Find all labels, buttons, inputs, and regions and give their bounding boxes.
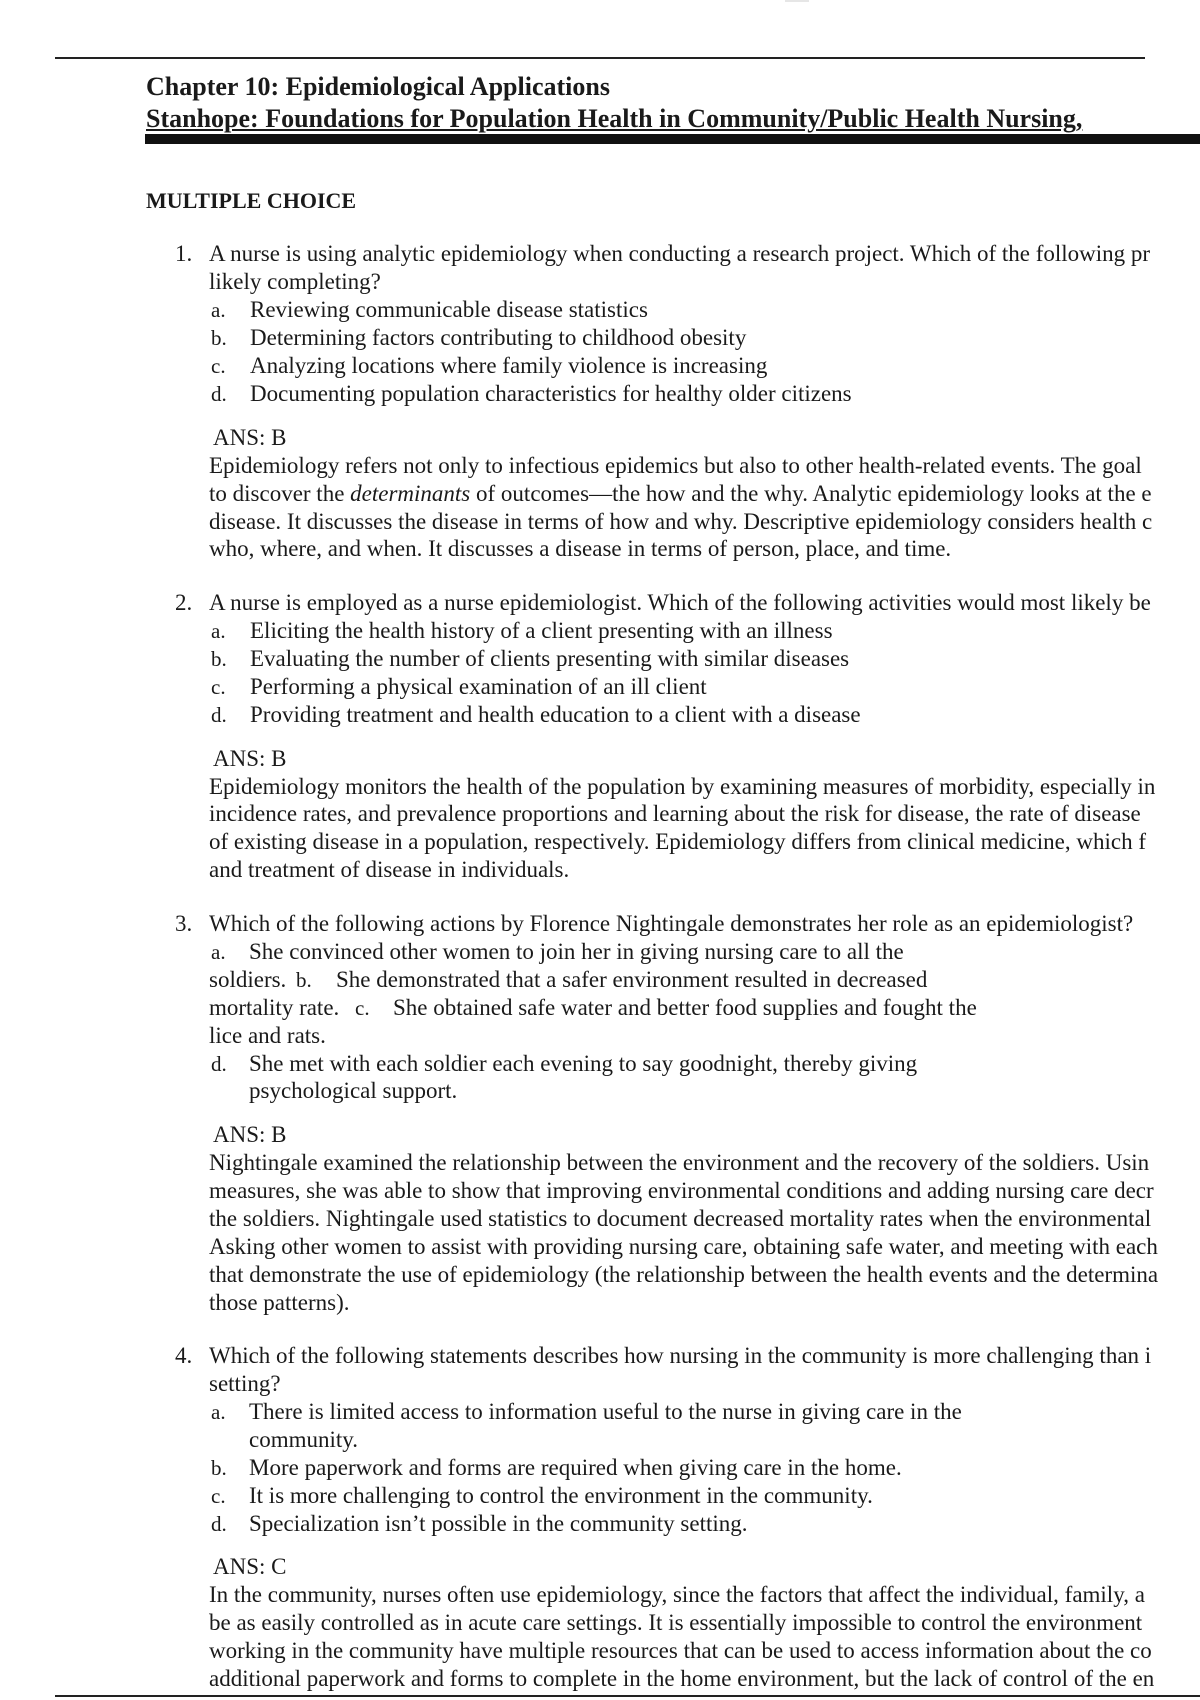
option-text: More paperwork and forms are required when giving care in the home.: [249, 1455, 902, 1480]
option-text: She demonstrated that a safer environment resulted in decreased: [336, 967, 928, 992]
option-letter: c.: [355, 996, 370, 1020]
option-letter: c.: [211, 354, 226, 378]
rationale-line: who, where, and when. It discusses a disease in terms of person, place, and time.: [209, 536, 952, 561]
option-letter: d.: [211, 1512, 227, 1536]
rationale-line: Nightingale examined the relationship between the environment and the recovery of the soldiers. Usin: [209, 1150, 1150, 1175]
rationale-line: disease. It discusses the disease in terms of how and why. Descriptive epidemiology considers health c: [209, 509, 1153, 534]
option-text: community.: [249, 1427, 359, 1452]
option-letter: d.: [211, 382, 227, 406]
option-text: She obtained safe water and better food supplies and fought the: [393, 995, 977, 1020]
bottom-rule: [55, 1695, 1200, 1697]
rationale-line: be as easily controlled as in acute care settings. It is essentially impossible to control the environment: [209, 1610, 1143, 1635]
question-number: 4.: [175, 1343, 193, 1368]
question-stem: setting?: [209, 1371, 281, 1396]
option-text: psychological support.: [249, 1078, 458, 1103]
rationale-line: additional paperwork and forms to complete in the home environment, but the lack of control of the en: [209, 1666, 1155, 1691]
option-text: Documenting population characteristics for healthy older citizens: [250, 381, 852, 406]
rationale-line: the soldiers. Nightingale used statistics to document decreased mortality rates when the environmental: [209, 1206, 1152, 1231]
rationale-line: of existing disease in a population, respectively. Epidemiology differs from clinical medicine, which f: [209, 829, 1146, 854]
option-letter: d.: [211, 1052, 227, 1076]
option-letter: b.: [211, 326, 227, 350]
rationale-line: incidence rates, and prevalence proportions and learning about the risk for disease, the rate of disease: [209, 801, 1141, 826]
option-text: Specialization isn’t possible in the community setting.: [249, 1511, 748, 1536]
question-number: 3.: [175, 911, 193, 936]
option-text: Reviewing communicable disease statistics: [250, 297, 648, 322]
option-letter: a.: [211, 619, 226, 643]
option-text: Providing treatment and health education to a client with a disease: [250, 702, 861, 727]
question-number: 1.: [175, 241, 193, 266]
option-letter: a.: [211, 1400, 226, 1424]
question-number: 2.: [175, 590, 193, 615]
option-text: Analyzing locations where family violence is increasing: [250, 353, 768, 378]
question-stem: likely completing?: [209, 269, 381, 294]
top-rule: [55, 57, 1145, 59]
question-stem: Which of the following actions by Florence Nightingale demonstrates her role as an epidemiologist?: [209, 911, 1134, 936]
answer-key: ANS: B: [213, 746, 287, 771]
option-letter: c.: [211, 675, 226, 699]
option-text: Eliciting the health history of a client presenting with an illness: [250, 618, 833, 643]
option-letter: b.: [296, 968, 312, 992]
rationale-line: Asking other women to assist with providing nursing care, obtaining safe water, and meeting with each: [209, 1234, 1158, 1259]
option-letter: b.: [211, 647, 227, 671]
header-rule: [145, 134, 1200, 144]
rationale-line: and treatment of disease in individuals.: [209, 857, 570, 882]
rationale-line: to discover the determinants of outcomes—the how and the why. Analytic epidemiology looks at the e: [209, 481, 1152, 506]
rationale-line: working in the community have multiple resources that can be used to access information about the co: [209, 1638, 1152, 1663]
chapter-title: Chapter 10: Epidemiological Applications: [146, 72, 610, 101]
answer-key: ANS: B: [213, 425, 287, 450]
option-letter: a.: [211, 940, 226, 964]
option-text: There is limited access to information useful to the nurse in giving care in the: [249, 1399, 962, 1424]
option-text: Performing a physical examination of an ill client: [250, 674, 707, 699]
option-text: Determining factors contributing to childhood obesity: [250, 325, 747, 350]
page-artifact: [785, 0, 809, 2]
book-title: Stanhope: Foundations for Population Health in Community/Public Health Nursing,: [146, 104, 1083, 133]
rationale-line: that demonstrate the use of epidemiology (the relationship between the health events and the determina: [209, 1262, 1159, 1287]
option-text: soldiers.: [209, 967, 287, 992]
rationale-line: measures, she was able to show that improving environmental conditions and adding nursing care decr: [209, 1178, 1154, 1203]
question-stem: Which of the following statements describes how nursing in the community is more challenging than i: [209, 1343, 1152, 1368]
option-letter: c.: [211, 1484, 226, 1508]
option-text: Evaluating the number of clients presenting with similar diseases: [250, 646, 850, 671]
option-text: lice and rats.: [209, 1023, 326, 1048]
question-stem: A nurse is employed as a nurse epidemiologist. Which of the following activities would most likely be: [209, 590, 1151, 615]
option-letter: a.: [211, 298, 226, 322]
rationale-line: Epidemiology monitors the health of the population by examining measures of morbidity, especially in: [209, 774, 1156, 799]
rationale-line: those patterns).: [209, 1290, 350, 1315]
option-text: mortality rate.: [209, 995, 340, 1020]
section-title: MULTIPLE CHOICE: [146, 188, 357, 213]
option-text: She met with each soldier each evening to say goodnight, thereby giving: [249, 1051, 918, 1076]
option-letter: d.: [211, 703, 227, 727]
rationale-line: Epidemiology refers not only to infectious epidemics but also to other health-related events. The goal: [209, 453, 1142, 478]
rationale-line: In the community, nurses often use epidemiology, since the factors that affect the individual, family, a: [209, 1582, 1145, 1607]
option-text: It is more challenging to control the environment in the community.: [249, 1483, 873, 1508]
answer-key: ANS: C: [213, 1554, 287, 1579]
question-stem: A nurse is using analytic epidemiology when conducting a research project. Which of the following pr: [209, 241, 1151, 266]
option-letter: b.: [211, 1456, 227, 1480]
answer-key: ANS: B: [213, 1122, 287, 1147]
option-text: She convinced other women to join her in giving nursing care to all the: [249, 939, 904, 964]
